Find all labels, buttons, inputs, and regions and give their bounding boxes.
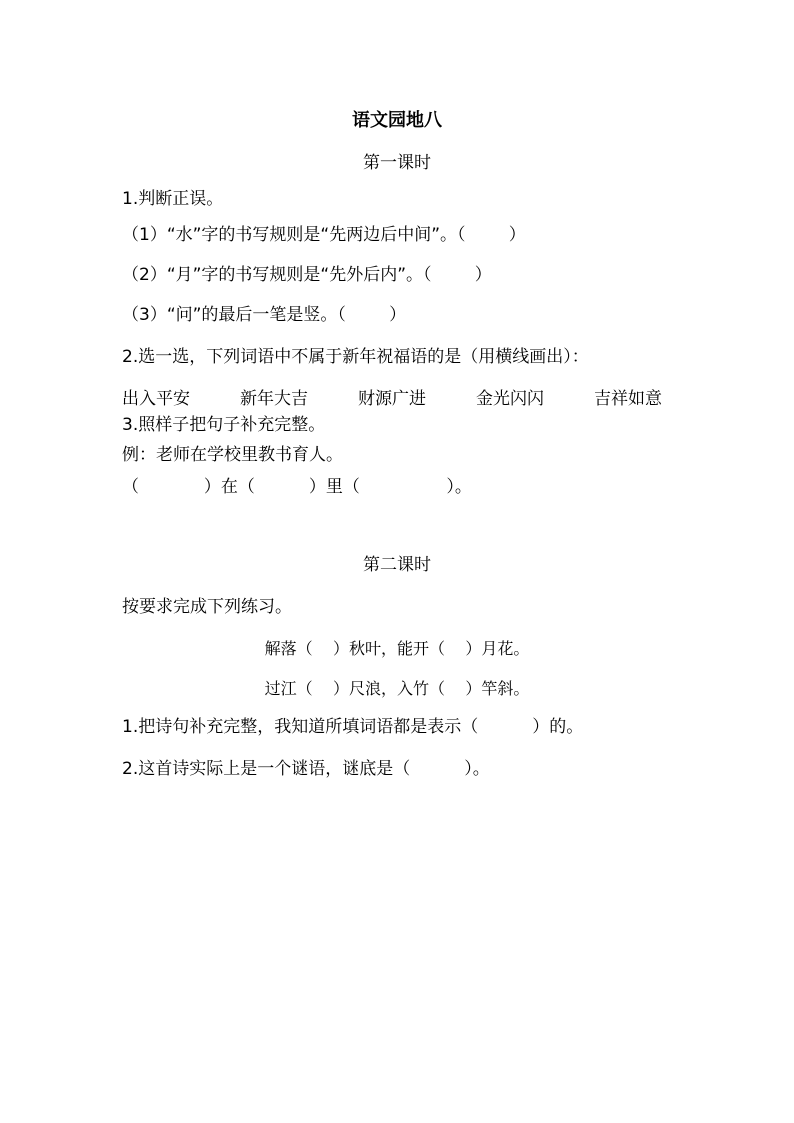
q1-item-1: （1）“水”字的书写规则是“先两边后中间”。（ ）	[122, 225, 526, 245]
q1-item-2: （2）“月”字的书写规则是“先外后内”。（ ）	[122, 265, 492, 285]
poem-line-2: 过江（ ）尺浪，入竹（ ）竿斜。	[264, 679, 530, 698]
q2-option[interactable]: 出入平安	[122, 389, 190, 409]
q2-option[interactable]: 财源广进	[358, 389, 426, 409]
lesson2-instruction: 按要求完成下列练习。	[122, 597, 292, 617]
q2-options	[122, 384, 662, 409]
lesson1-heading: 第一课时	[363, 153, 431, 173]
lesson2-heading: 第二课时	[363, 555, 431, 575]
q2-option[interactable]: 金光闪闪	[476, 389, 544, 409]
lesson2-q2: 2.这首诗实际上是一个谜语，谜底是（ ）。	[122, 759, 490, 779]
q3-label: 3.照样子把句子补充完整。	[122, 415, 326, 435]
poem-line-1: 解落（ ）秋叶，能开（ ）月花。	[264, 639, 530, 658]
q2-option[interactable]: 吉祥如意	[594, 389, 662, 409]
q1-item-3: （3）“问”的最后一笔是竖。（ ）	[122, 305, 407, 325]
q2-option[interactable]: 新年大吉	[240, 389, 308, 409]
q3-example: 例：老师在学校里教书育人。	[122, 445, 343, 465]
lesson2-q1: 1.把诗句补充完整，我知道所填词语都是表示（ ）的。	[122, 717, 584, 737]
page-title: 语文园地八	[352, 110, 442, 131]
q3-blank: （ ）在（ ）里（ ）。	[122, 477, 472, 497]
q2-label: 2.选一选，下列词语中不属于新年祝福语的是（用横线画出）：	[122, 347, 589, 367]
q1-label: 1.判断正误。	[122, 189, 224, 209]
